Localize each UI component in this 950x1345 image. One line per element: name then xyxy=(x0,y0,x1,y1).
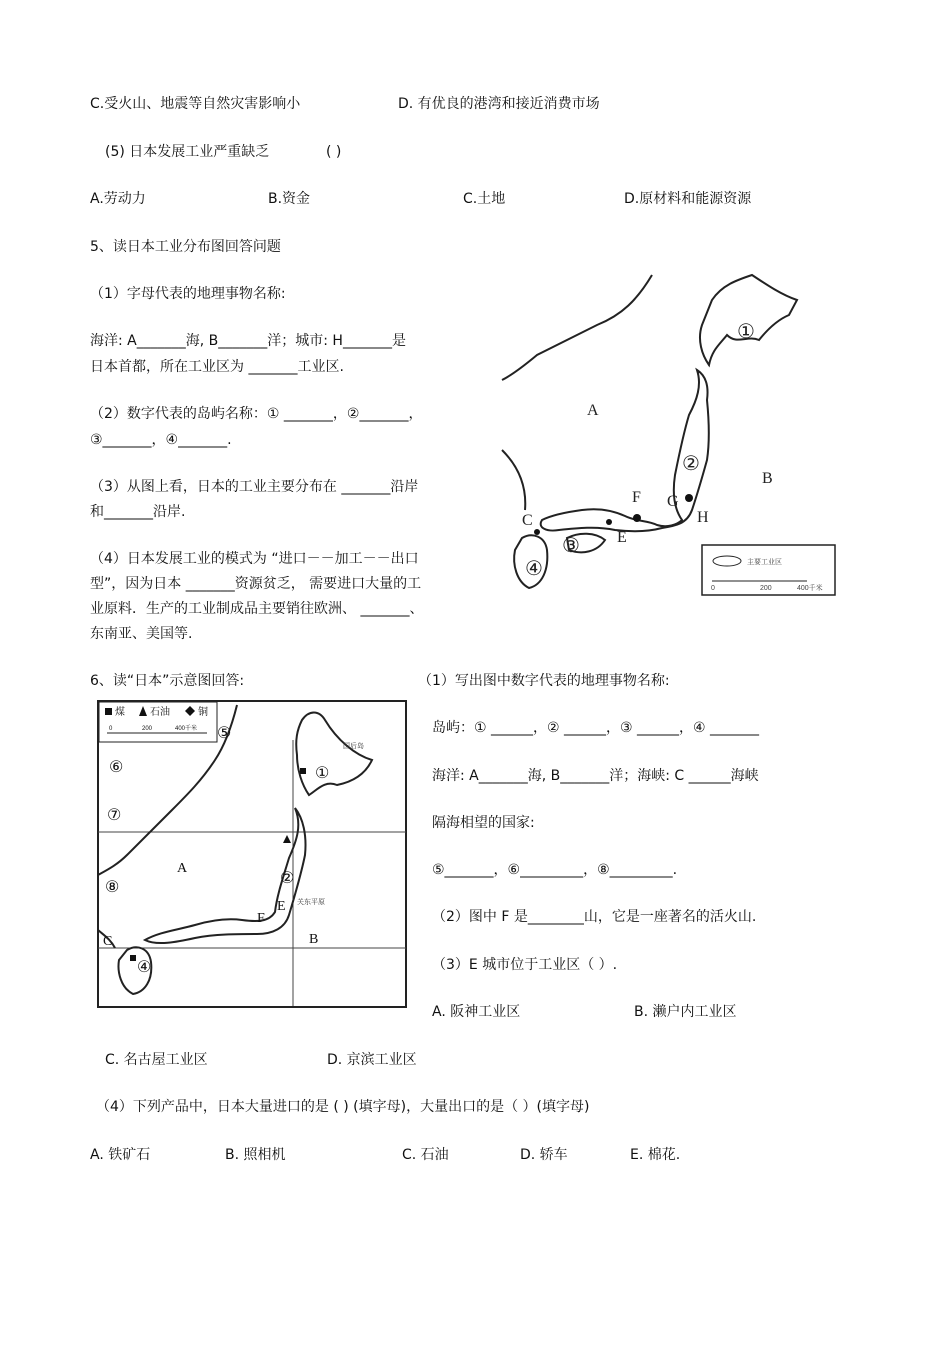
coal-legend-icon xyxy=(105,708,112,715)
q6-sub3-option-c: C. 名古屋工业区 xyxy=(105,1052,208,1068)
q6-sub3-option-a: A. 阪神工业区 xyxy=(432,1004,521,1020)
coal-deposit-hokkaido xyxy=(300,768,306,774)
q6-sub1-oceans: 海洋: A_______海, B_______洋；海峡: C ______海峡 xyxy=(432,768,759,784)
q5-sub4-line3: 业原料．生产的工业制成品主要销往欧洲、 _______、 xyxy=(90,601,424,617)
map2-label-c: C xyxy=(103,934,113,949)
map2-north-islands-label: 国后岛 xyxy=(343,743,364,750)
q4-sub5-option-d: D.原材料和能源资源 xyxy=(624,191,752,207)
map2-country-7: ⑦ xyxy=(107,807,122,824)
q6-sub4-option-b: B. 照相机 xyxy=(225,1147,286,1163)
map1-label-a: A xyxy=(587,402,599,419)
oil-deposit-honshu xyxy=(283,835,291,843)
mainland-coast-korea xyxy=(502,450,525,510)
japan-resource-map-drawing xyxy=(97,700,409,1010)
map1-legend-text: 主要工业区 xyxy=(747,559,782,566)
industrial-zone-hanshin xyxy=(606,519,612,525)
map1-label-c: C xyxy=(522,512,533,529)
q5-sub3-line1: （3）从图上看，日本的工业主要分布在 _______沿岸 xyxy=(90,479,419,495)
map1-label-f: F xyxy=(632,489,641,506)
map1-island-3: ③ xyxy=(562,535,580,557)
map2-country-8: ⑧ xyxy=(105,879,120,896)
q5-sub4-line2: 型”，因为日本 _______资源贫乏， 需要进口大量的工 xyxy=(90,576,422,592)
q5-sub4-line4: 东南亚、美国等. xyxy=(90,626,193,642)
map1-island-2: ② xyxy=(682,453,700,475)
industrial-zone-kitakyushu xyxy=(534,529,540,535)
q5-sub4-line1: （4）日本发展工业的模式为 “进口－－加工－－出口 xyxy=(90,551,419,567)
oil-legend-label: 石油 xyxy=(150,707,170,718)
q4-option-c: C.受火山、地震等自然灾害影响小 xyxy=(90,96,301,112)
map2-scale-400: 400千米 xyxy=(175,726,198,732)
q4-sub5-option-a: A.劳动力 xyxy=(90,191,146,207)
map2-label-e: E xyxy=(277,899,286,914)
q5-sub2-line2: ③_______，④_______. xyxy=(90,432,232,448)
q6-sub3-option-b: B. 濑户内工业区 xyxy=(634,1004,737,1020)
q5-sub1-line1: 海洋: A_______海, B_______洋；城市: H_______是 xyxy=(90,333,406,349)
q6-sub3: （3）E 城市位于工业区（ ）. xyxy=(432,957,618,973)
q4-sub5-option-b: B.资金 xyxy=(268,191,311,207)
map1-island-4: ④ xyxy=(525,558,543,580)
q6-sub1-countries: ⑤_______，⑥_________，⑧_________. xyxy=(432,862,678,878)
mainland-coast-north xyxy=(502,275,652,380)
map2-island-1: ① xyxy=(315,765,330,782)
q6-sub4-option-a: A. 铁矿石 xyxy=(90,1147,151,1163)
map1-scale-400: 400千米 xyxy=(797,585,823,592)
map2-label-b: B xyxy=(309,932,319,947)
q6-sub1-country-label: 隔海相望的国家: xyxy=(432,815,535,831)
q6-sub1: （1）写出图中数字代表的地理事物名称: xyxy=(418,673,670,689)
map2-label-f: F xyxy=(257,911,265,926)
coal-deposit-kyushu xyxy=(130,955,136,961)
map2-country-6: ⑥ xyxy=(109,759,124,776)
map1-scale-200: 200 xyxy=(760,585,772,592)
japan-resource-map xyxy=(97,700,409,1010)
q6-sub4-option-d: D. 轿车 xyxy=(520,1147,568,1163)
q6-sub3-option-d: D. 京滨工业区 xyxy=(327,1052,417,1068)
q4-sub5-option-c: C.土地 xyxy=(463,191,506,207)
map1-label-e: E xyxy=(617,529,627,546)
map2-island-2: ② xyxy=(280,870,295,887)
japan-industry-map xyxy=(497,270,840,605)
q6-sub4-option-c: C. 石油 xyxy=(402,1147,449,1163)
honshu-outline xyxy=(541,370,709,531)
map1-label-g: G xyxy=(667,493,679,510)
q4-sub5-question: (5) 日本发展工业严重缺乏 xyxy=(105,144,270,160)
map1-scale-0: 0 xyxy=(711,585,715,592)
q5-sub2-line1: （2）数字代表的岛屿名称：① _______，②_______， xyxy=(90,406,423,422)
copper-legend-label: 铜 xyxy=(198,707,208,718)
q5-title: 5、读日本工业分布图回答问题 xyxy=(90,239,281,255)
q6-sub4: （4）下列产品中，日本大量进口的是 ( ) (填字母)，大量出口的是（ ）(填字母) xyxy=(96,1099,590,1115)
q4-sub5-paren: ( ) xyxy=(326,144,342,160)
map2-hokkaido xyxy=(296,713,372,796)
map1-label-h: H xyxy=(697,509,709,526)
japan-industry-map-drawing xyxy=(497,270,840,605)
map1-label-b: B xyxy=(762,470,773,487)
q5-sub3-line2: 和_______沿岸. xyxy=(90,504,186,520)
hokkaido-outline xyxy=(700,275,797,365)
map2-scale-200: 200 xyxy=(142,726,153,732)
q5-sub1-line2: 日本首都，所在工业区为 _______工业区. xyxy=(90,359,344,375)
coal-legend-label: 煤 xyxy=(115,707,125,718)
map2-label-a: A xyxy=(177,861,188,876)
map1-island-1: ① xyxy=(737,321,755,343)
map2-scale-0: 0 xyxy=(109,726,113,732)
q5-sub1: （1）字母代表的地理事物名称: xyxy=(90,286,286,302)
map2-island-4: ④ xyxy=(137,959,152,976)
map2-kanto-label: 关东平原 xyxy=(297,899,325,906)
q4-option-d: D. 有优良的港湾和接近消费市场 xyxy=(398,96,600,112)
q6-sub4-option-e: E. 棉花. xyxy=(630,1147,681,1163)
map2-country-5: ⑤ xyxy=(217,725,232,742)
q6-sub1-islands: 岛屿：① ______，② ______，③ ______，④ _______ xyxy=(432,720,760,736)
q6-title: 6、读“日本”示意图回答: xyxy=(90,673,245,689)
q6-sub2: （2）图中 F 是________山，它是一座著名的活火山. xyxy=(432,909,757,925)
industrial-zone-chukyo xyxy=(633,514,641,522)
industrial-zone-keihin xyxy=(685,494,693,502)
industrial-zone-legend-icon xyxy=(713,556,741,566)
